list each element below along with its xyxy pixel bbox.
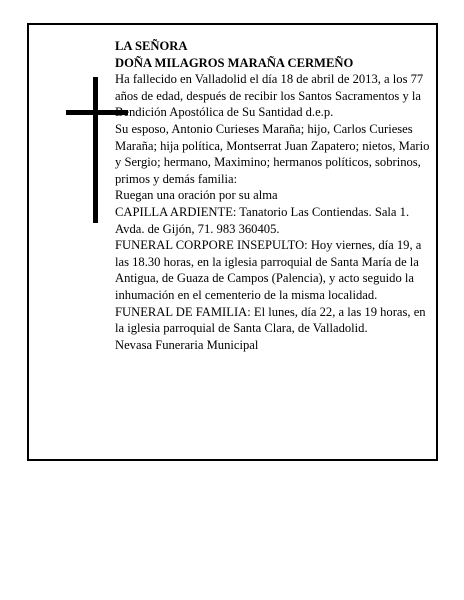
notice-body <box>115 38 431 353</box>
deceased-name: DOÑA MILAGROS MARAÑA CERMEÑO <box>115 55 354 70</box>
prayer-request: Ruegan una oración por su alma <box>115 188 278 203</box>
cross-vertical-bar <box>93 77 98 223</box>
death-announcement: Ha fallecido en Valladolid el día 18 de abril de 2013, a los 77 años de edad, después de recibir los Santos Sacramentos y la Bendición Apostólica de Su Santidad d.e.p. <box>115 72 424 120</box>
funeral-info: FUNERAL CORPORE INSEPULTO: Hoy viernes, día 19, a las 18.30 horas, en la iglesia parroquial de Santa María de la Antigua, de Guaza de Campos (Palencia), y acto seguido la inhumación en el cementerio de la misma localidad. <box>115 238 422 302</box>
chapel-info: CAPILLA ARDIENTE: Tanatorio Las Contiendas. Sala 1. Avda. de Gijón, 71. 983 360405. <box>115 204 410 236</box>
funeral-home: Nevasa Funeraria Municipal <box>115 337 259 352</box>
family-funeral-info: FUNERAL DE FAMILIA: El lunes, día 22, a las 19 horas, en la iglesia parroquial de Santa Clara, de Valladolid. <box>115 304 426 336</box>
family-list: Su esposo, Antonio Curieses Maraña; hijo, Carlos Curieses Maraña; hija política, Montserrat Juan Zapatero; nietos, Mario y Sergio; hermano, Maximino; hermanos políticos, sobrinos, primos y demás familia: <box>115 121 430 186</box>
notice-title: LA SEÑORA <box>115 39 188 53</box>
